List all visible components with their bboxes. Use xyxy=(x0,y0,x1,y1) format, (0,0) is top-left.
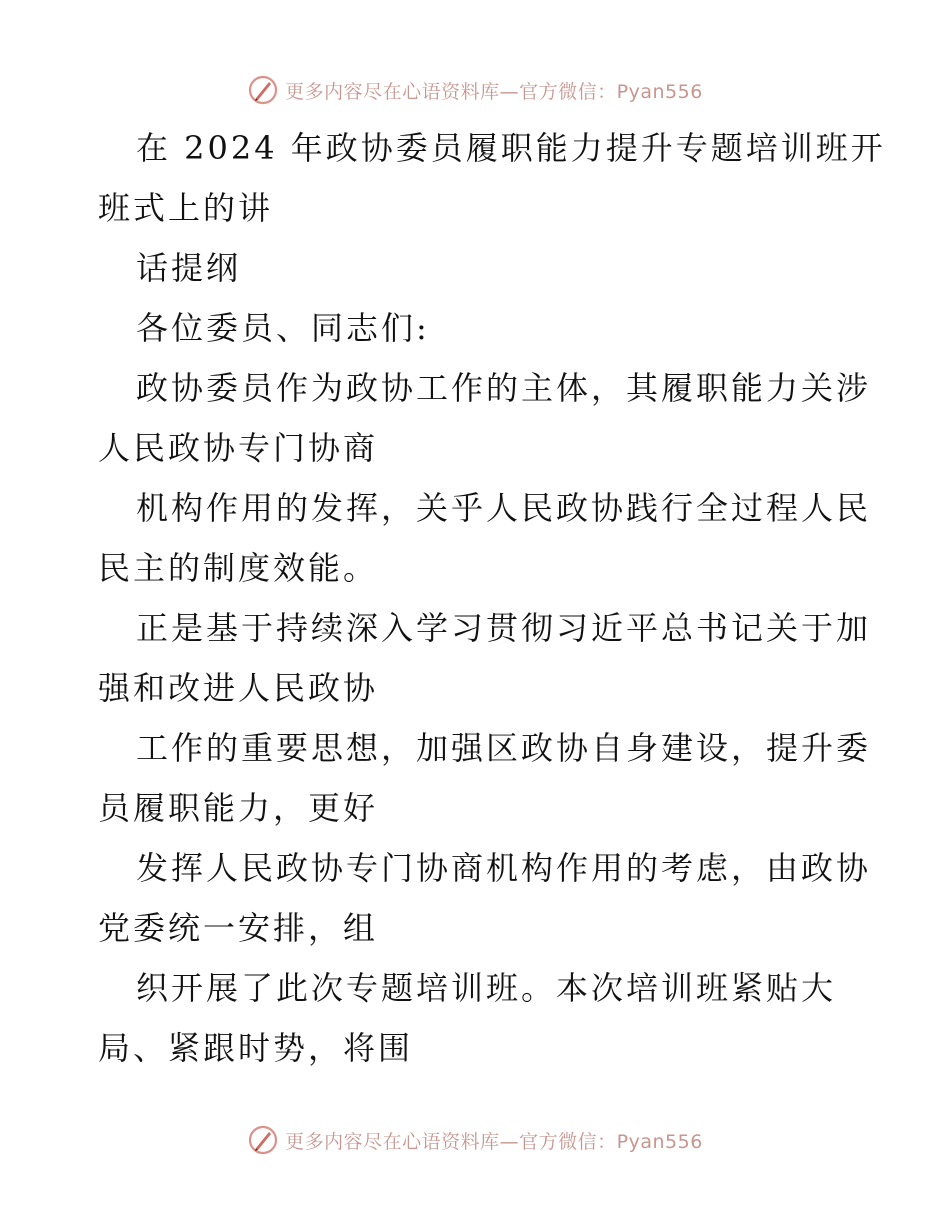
text-line: 正是基于持续深入学习贯彻习近平总书记关于加 xyxy=(136,609,872,647)
text-line: 局、紧跟时势，将围 xyxy=(98,1029,414,1067)
header-banner-text: 更多内容尽在心语资料库—官方微信：Pyan556 xyxy=(285,80,703,103)
text-line: 民主的制度效能。 xyxy=(98,549,379,587)
document-body xyxy=(98,118,886,1078)
text-line: 班式上的讲 xyxy=(98,189,274,227)
text-line: 工作的重要思想，加强区政协自身建设，提升委 xyxy=(136,729,872,767)
text-line: 人民政协专门协商 xyxy=(98,429,379,467)
text-line: 政协委员作为政协工作的主体，其履职能力关涉 xyxy=(136,369,872,407)
text-line: 织开展了此次专题培训班。本次培训班紧贴大 xyxy=(136,969,837,1007)
text-line: 发挥人民政协专门协商机构作用的考虑，由政协 xyxy=(136,849,872,887)
text-line: 强和改进人民政协 xyxy=(98,669,379,707)
quill-logo-icon xyxy=(247,1124,279,1156)
text-line: 各位委员、同志们: xyxy=(136,309,430,347)
text-line: 党委统一安排，组 xyxy=(98,909,379,947)
text-line: 员履职能力，更好 xyxy=(98,789,379,827)
footer-banner xyxy=(0,1120,950,1160)
footer-banner-text: 更多内容尽在心语资料库—官方微信：Pyan556 xyxy=(285,1130,703,1153)
text-line: 在 2024 年政协委员履职能力提升专题培训班开 xyxy=(136,129,886,167)
quill-logo-icon xyxy=(247,74,279,106)
header-banner xyxy=(0,70,950,110)
text-line: 话提纲 xyxy=(136,249,242,287)
text-line: 机构作用的发挥，关乎人民政协践行全过程人民 xyxy=(136,489,872,527)
